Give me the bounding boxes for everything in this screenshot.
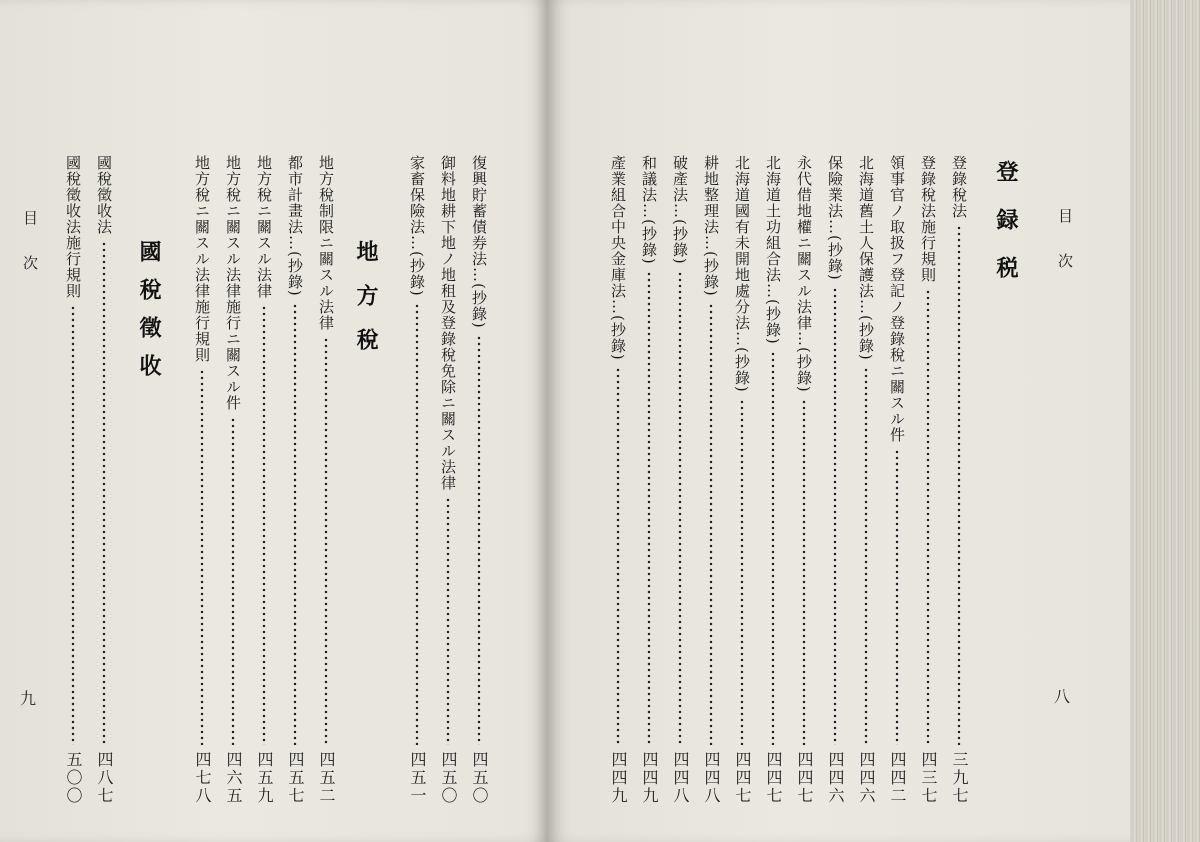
dot-leader: [466, 335, 492, 745]
section-heading-registration-tax: 登録税: [993, 160, 1019, 304]
toc-entry-page: 四七八: [193, 751, 212, 805]
toc-entry-page: 四五〇: [439, 751, 458, 805]
toc-entry-title: 北海道土功組合法…(抄錄): [764, 155, 782, 345]
dot-leader: [636, 271, 662, 745]
toc-entry-page: 四五九: [255, 751, 274, 805]
toc-entry-page: 四三七: [919, 751, 938, 805]
toc-entry-title: 登錄稅法: [950, 155, 968, 219]
toc-entry[interactable]: [605, 155, 631, 805]
toc-entry-page: 四四六: [857, 751, 876, 805]
toc-entry-page: 四五七: [286, 751, 305, 805]
dot-leader: [884, 449, 910, 745]
toc-entry-title: 地方稅制限ニ關スル法律: [317, 155, 335, 331]
toc-entry-title: 復興貯蓄債券法…(抄錄): [470, 155, 488, 329]
toc-entry-page: 五〇〇: [64, 751, 83, 805]
dot-leader: [853, 367, 879, 745]
left-page-number: 九: [20, 689, 37, 708]
toc-entry-page: 四四七: [733, 751, 752, 805]
page-edges: [1130, 0, 1200, 842]
toc-entry-title: 國稅徵收法施行規則: [64, 155, 82, 299]
dot-leader: [60, 305, 86, 745]
dot-leader: [282, 303, 308, 745]
left-running-header: 目次: [21, 210, 39, 300]
toc-entry[interactable]: [946, 155, 972, 805]
dot-leader: [435, 497, 461, 745]
right-page-number: 八: [1054, 687, 1071, 706]
toc-entry[interactable]: [698, 155, 724, 805]
toc-entry[interactable]: [760, 155, 786, 805]
toc-entry-page: 四五一: [408, 751, 427, 805]
toc-entry-title: 都市計畫法…(抄錄): [286, 155, 304, 297]
toc-entry-title: 國稅徵收法: [95, 155, 113, 235]
dot-leader: [822, 287, 848, 745]
right-running-header: 目次: [1056, 208, 1074, 298]
toc-entry[interactable]: [189, 155, 215, 805]
toc-entry-title: 產業組合中央金庫法…(抄錄): [609, 155, 627, 361]
toc-entry-title: 北海道國有未開地處分法…(抄錄): [733, 155, 751, 393]
toc-entry-page: 四四七: [764, 751, 783, 805]
toc-entry[interactable]: [435, 155, 461, 805]
toc-entry-page: 四四九: [609, 751, 628, 805]
toc-entry-title: 領事官ノ取扱フ登記ノ登錄稅ニ關スル件: [888, 155, 906, 443]
dot-leader: [791, 399, 817, 745]
toc-entry-title: 地方稅ニ關スル法律施行規則: [193, 155, 211, 363]
dot-leader: [220, 417, 246, 745]
toc-entry[interactable]: [220, 155, 246, 805]
toc-entry-title: 御料地耕下地ノ地租及登錄稅免除ニ關スル法律: [439, 155, 457, 491]
toc-entry-page: 四四八: [702, 751, 721, 805]
dot-leader: [189, 369, 215, 745]
toc-entry[interactable]: [251, 155, 277, 805]
toc-entry-title: 家畜保險法…(抄錄): [408, 155, 426, 297]
toc-entry-title: 登錄稅法施行規則: [919, 155, 937, 283]
toc-entry[interactable]: [91, 155, 117, 805]
dot-leader: [729, 399, 755, 745]
dot-leader: [760, 351, 786, 745]
toc-entry-page: 四四二: [888, 751, 907, 805]
toc-entry[interactable]: [60, 155, 86, 805]
toc-entry[interactable]: [313, 155, 339, 805]
toc-entry[interactable]: [884, 155, 910, 805]
dot-leader: [404, 303, 430, 745]
toc-entry-page: 四六五: [224, 751, 243, 805]
toc-entry-page: 四四六: [826, 751, 845, 805]
toc-entry-page: 三九七: [950, 751, 969, 805]
section-heading-national-tax-collection: 國稅徵收: [136, 240, 162, 392]
toc-entry-title: 和議法…(抄錄): [640, 155, 658, 265]
toc-entry-title: 地方稅ニ關スル法律施行ニ關スル件: [224, 155, 242, 411]
toc-entry[interactable]: [636, 155, 662, 805]
toc-entry-page: 四五〇: [470, 751, 489, 805]
toc-entry-page: 四四七: [795, 751, 814, 805]
dot-leader: [946, 225, 972, 745]
toc-entry[interactable]: [466, 155, 492, 805]
toc-entry[interactable]: [791, 155, 817, 805]
dot-leader: [605, 367, 631, 745]
dot-leader: [251, 305, 277, 745]
toc-entry-page: 四八七: [95, 751, 114, 805]
dot-leader: [667, 271, 693, 745]
dot-leader: [91, 241, 117, 745]
toc-entry-title: 地方稅ニ關スル法律: [255, 155, 273, 299]
toc-entry[interactable]: [404, 155, 430, 805]
toc-entry[interactable]: [729, 155, 755, 805]
toc-entry-page: 四四八: [671, 751, 690, 805]
toc-entry-title: 保險業法…(抄錄): [826, 155, 844, 281]
toc-entry[interactable]: [853, 155, 879, 805]
toc-entry-title: 耕地整理法…(抄錄): [702, 155, 720, 297]
toc-entry-page: 四四九: [640, 751, 659, 805]
section-heading-local-tax: 地方稅: [353, 240, 379, 372]
toc-entry-title: 北海道舊土人保護法…(抄錄): [857, 155, 875, 361]
toc-entry-page: 四五二: [317, 751, 336, 805]
dot-leader: [915, 289, 941, 745]
toc-entry[interactable]: [282, 155, 308, 805]
dot-leader: [698, 303, 724, 745]
dot-leader: [313, 337, 339, 745]
toc-entry-title: 破產法…(抄錄): [671, 155, 689, 265]
toc-entry[interactable]: [915, 155, 941, 805]
toc-entry-title: 永代借地權ニ關スル法律…(抄錄): [795, 155, 813, 393]
toc-entry[interactable]: [667, 155, 693, 805]
toc-entry[interactable]: [822, 155, 848, 805]
